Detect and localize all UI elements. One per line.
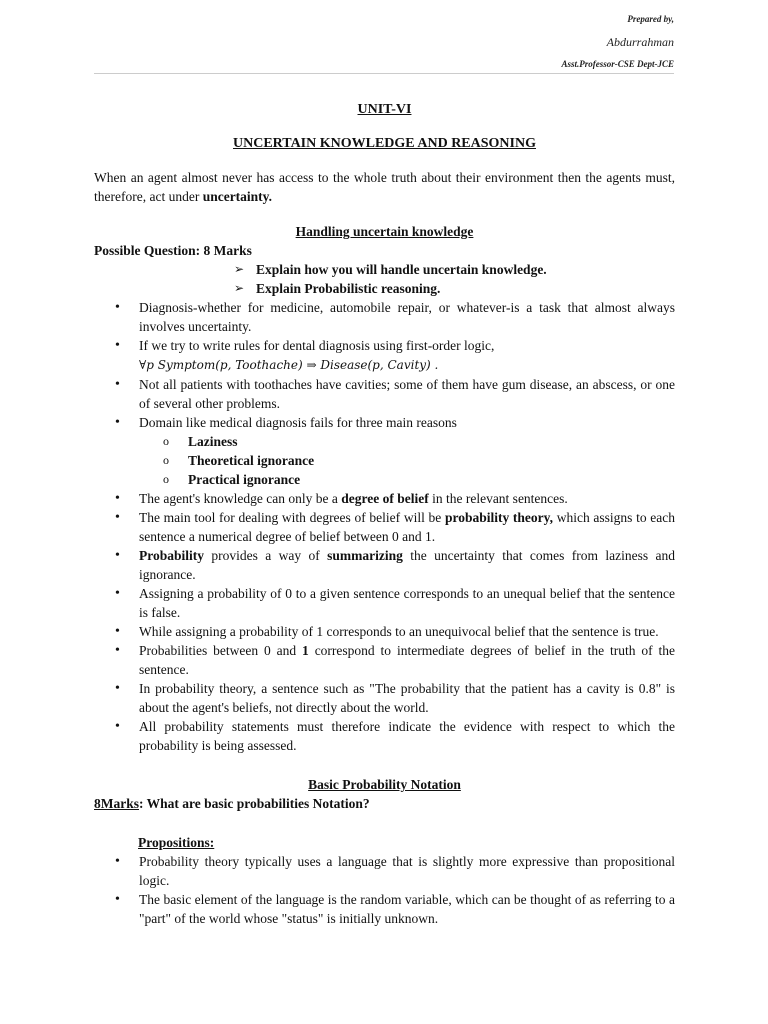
header-divider [94, 73, 674, 74]
bullet-item: • In probability theory, a sentence such as "The probability that the patient has a cavity is 0.8" is about the agent's beliefs, not directly about the world. [94, 679, 675, 717]
bullet-emphasis: 1 [302, 643, 309, 658]
bullet-item [94, 336, 675, 375]
marks-label: 8Marks [94, 796, 139, 811]
reason-item: o Theoretical ignorance [139, 451, 675, 470]
bullet-item: • Assigning a probability of 0 to a given sentence corresponds to an unequal belief that the sentence is false. [94, 584, 675, 622]
bullet-item [94, 508, 675, 546]
intro-emphasis: uncertainty. [202, 189, 273, 204]
question-item: ➢ Explain Probabilistic reasoning. [234, 279, 675, 298]
bullet-text: The main tool for dealing with degrees of belief will be [139, 510, 445, 525]
intro-text: When an agent almost never has access to the whole truth about their environment then the agents must, therefore, act under [94, 170, 675, 204]
bullet-item: • All probability statements must therefore indicate the evidence with respect to which the probability is being assessed. [94, 717, 675, 755]
reasons-list [139, 432, 675, 489]
propositions-heading: Propositions: [138, 835, 215, 850]
possible-question-label: Possible Question: 8 Marks [94, 243, 252, 258]
prepared-by-label: Prepared by, [627, 14, 674, 24]
marks-question-text: : What are basic probabilities Notation? [139, 796, 370, 811]
author-role: Asst.Professor-CSE Dept-JCE [561, 59, 674, 69]
question-item: ➢ Explain how you will handle uncertain knowledge. [234, 260, 675, 279]
reason-item: o Practical ignorance [139, 470, 675, 489]
bullet-text: Domain like medical diagnosis fails for three main reasons [139, 415, 457, 430]
section-heading-uncertain: Handling uncertain knowledge [295, 224, 474, 239]
bullet-emphasis: probability theory, [444, 510, 554, 525]
proposition-bullets [94, 852, 675, 928]
bullet-emphasis: Probability [139, 548, 205, 563]
bullet-text: If we try to write rules for dental diagnosis using first-order logic, [139, 338, 495, 353]
uncertainty-bullets [94, 298, 675, 755]
bullet-text: Probabilities between 0 and [139, 643, 303, 658]
bullet-item [94, 489, 675, 508]
intro-paragraph [94, 168, 675, 206]
unit-heading: UNIT-VI [357, 102, 412, 117]
bullet-item: • Probability theory typically uses a language that is slightly more expressive than propositional logic. [94, 852, 675, 890]
bullet-text: which assigns to each sentence a numerical degree of belief between 0 and 1. [139, 510, 675, 544]
bullet-item: • Not all patients with toothaches have cavities; some of them have gum disease, an abscess, or one of several other problems. [94, 375, 675, 413]
bullet-text: correspond to intermediate degrees of belief in the truth of the sentence. [139, 643, 675, 677]
bullet-item: • Diagnosis-whether for medicine, automobile repair, or whatever-is a task that almost always involves uncertainty. [94, 298, 675, 336]
bullet-emphasis: summarizing [327, 548, 403, 563]
bullet-text: The agent's knowledge can only be a [139, 491, 342, 506]
author-name: Abdurrahman [606, 35, 674, 49]
bullet-text: provides a way of [204, 548, 328, 563]
document-body [94, 100, 675, 928]
question-list [234, 260, 675, 298]
logic-formula: ∀p Symptom(p, Toothache) ⇒ Disease(p, Cavity) . [139, 358, 439, 372]
reason-item: o Laziness [139, 432, 675, 451]
bullet-item: • While assigning a probability of 1 corresponds to an unequivocal belief that the sentence is true. [94, 622, 675, 641]
section-heading-notation: Basic Probability Notation [308, 777, 461, 792]
bullet-item: • The basic element of the language is the random variable, which can be thought of as referring to a "part" of the world whose "status" is initially unknown. [94, 890, 675, 928]
bullet-text: in the relevant sentences. [428, 491, 568, 506]
bullet-item [94, 546, 675, 584]
bullet-text: the uncertainty that comes from laziness and ignorance. [139, 548, 675, 582]
bullet-emphasis: degree of belief [341, 491, 429, 506]
bullet-item [94, 413, 675, 489]
chapter-title: UNCERTAIN KNOWLEDGE AND REASONING [232, 136, 536, 151]
marks-question [94, 794, 675, 813]
bullet-item [94, 641, 675, 679]
